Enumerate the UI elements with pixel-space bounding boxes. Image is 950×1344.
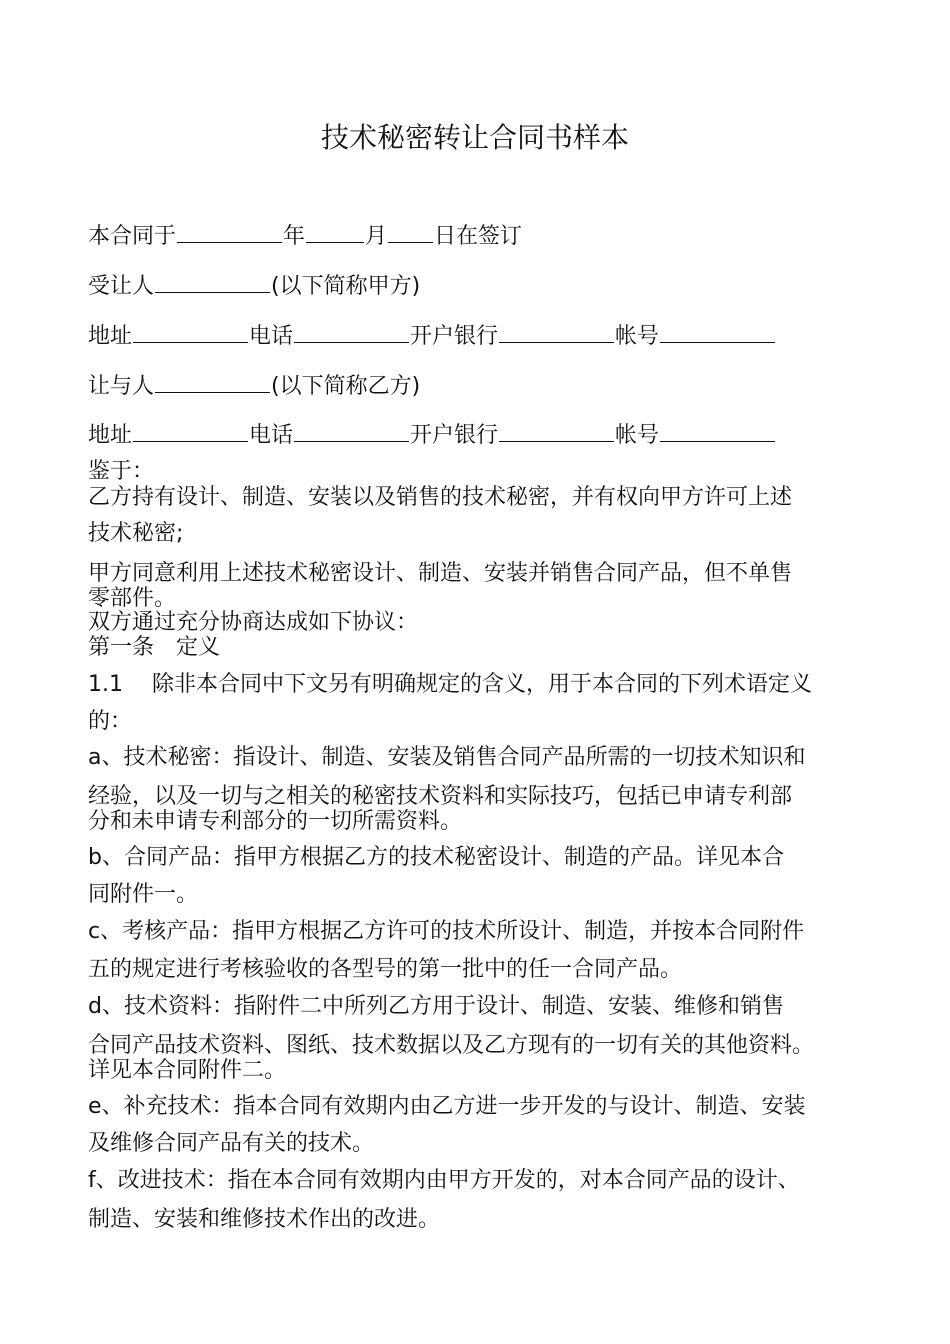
party-b-suffix: (以下简称乙方): [271, 374, 421, 399]
party-a-account-label: 帐号: [615, 324, 660, 349]
document-title: 技术秘密转让合同书样本: [320, 121, 629, 154]
party-b-address-blank[interactable]: [133, 421, 248, 442]
body-line: 及维修合同产品有关的技术。: [88, 1131, 375, 1156]
party-a-suffix: (以下简称甲方): [271, 274, 421, 299]
party-a-address-label: 地址: [88, 324, 133, 349]
body-line: 合同产品技术资料、图纸、技术数据以及乙方现有的一切有关的其他资料。: [88, 1033, 815, 1058]
party-a-label: 受让人: [88, 274, 155, 299]
party-b-phone-blank[interactable]: [294, 421, 409, 442]
party-b-label: 让与人: [88, 374, 155, 399]
year-blank[interactable]: [177, 222, 282, 243]
body-line: 制造、安装和维修技术作出的改进。: [88, 1207, 441, 1232]
body-line: 鉴于：: [88, 459, 155, 484]
body-line: 经验，以及一切与之相关的秘密技术资料和实际技巧，包括已申请专利部: [88, 784, 793, 809]
year-label: 年: [283, 224, 306, 249]
day-blank[interactable]: [388, 222, 433, 243]
month-label: 月: [365, 224, 388, 249]
party-a-bank-label: 开户银行: [410, 324, 499, 349]
party-b-phone-label: 电话: [249, 423, 294, 448]
body-line: 详见本合同附件二。: [88, 1058, 287, 1083]
party-b-account-label: 帐号: [615, 423, 660, 448]
body-line: 1.1 除非本合同中下文另有明确规定的含义，用于本合同的下列术语定义: [88, 672, 812, 697]
party-a-phone-label: 电话: [249, 324, 294, 349]
party-b-bank-blank[interactable]: [499, 421, 614, 442]
party-a-contact-line: [88, 322, 776, 351]
body-line: d、技术资料：指附件二中所列乙方用于设计、制造、安装、维修和销售: [88, 994, 784, 1019]
body-line: 五的规定进行考核验收的各型号的第一批中的任一合同产品。: [88, 957, 683, 982]
party-a-bank-blank[interactable]: [499, 322, 614, 343]
body-line: 分和未申请专利部分的一切所需资料。: [88, 809, 463, 834]
body-line: 甲方同意利用上述技术秘密设计、制造、安装并销售合同产品，但不单售: [88, 561, 793, 586]
body-line: c、考核产品：指甲方根据乙方许可的技术所设计、制造，并按本合同附件: [88, 919, 805, 944]
day-label: 日在签订: [434, 224, 523, 249]
party-b-address-label: 地址: [88, 423, 133, 448]
party-a-account-blank[interactable]: [660, 322, 775, 343]
body-line: 双方通过充分协商达成如下协议：: [88, 610, 419, 635]
signing-date-line: [88, 222, 522, 251]
body-line: 零部件。: [88, 586, 177, 611]
section-heading: 第一条 定义: [88, 635, 221, 660]
month-blank[interactable]: [306, 222, 364, 243]
body-line: b、合同产品：指甲方根据乙方的技术秘密设计、制造的产品。详见本合: [88, 845, 784, 870]
party-b-line: [88, 372, 420, 401]
party-b-contact-line: [88, 421, 776, 450]
body-line: f、改进技术：指在本合同有效期内由甲方开发的，对本合同产品的设计、: [88, 1168, 800, 1193]
body-line: 的：: [88, 709, 133, 734]
party-a-line: [88, 272, 420, 301]
party-b-blank[interactable]: [155, 372, 270, 393]
party-a-address-blank[interactable]: [133, 322, 248, 343]
party-b-bank-label: 开户银行: [410, 423, 499, 448]
party-b-account-blank[interactable]: [660, 421, 775, 442]
party-a-phone-blank[interactable]: [294, 322, 409, 343]
party-a-blank[interactable]: [155, 272, 270, 293]
body-line: 乙方持有设计、制造、安装以及销售的技术秘密，并有权向甲方许可上述: [88, 485, 793, 510]
signing-prefix: 本合同于: [88, 224, 177, 249]
body-line: a、技术秘密：指设计、制造、安装及销售合同产品所需的一切技术知识和: [88, 745, 806, 770]
body-line: 技术秘密;: [88, 521, 184, 546]
body-line: e、补充技术：指本合同有效期内由乙方进一步开发的与设计、制造、安装: [88, 1094, 806, 1119]
body-line: 同附件一。: [88, 882, 199, 907]
